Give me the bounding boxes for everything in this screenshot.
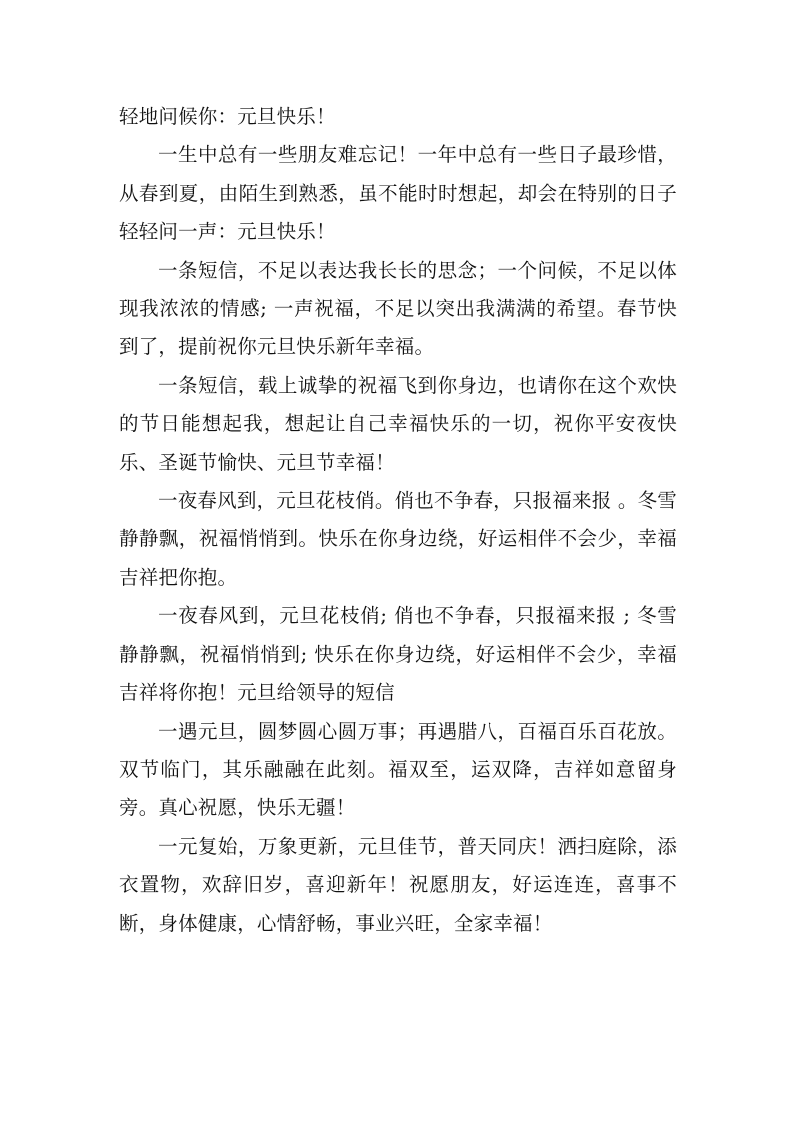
paragraph: 一元复始，万象更新，元旦佳节，普天同庆！洒扫庭除，添衣置物，欢辞旧岁，喜迎新年！祝愿朋友，好运连连，喜事不断，身体健康，心情舒畅，事业兴旺，全家幸福！ [119,834,677,935]
document-body [119,98,677,943]
paragraph: 一条短信，不足以表达我长长的思念；一个问候，不足以体现我浓浓的情感; 一声祝福，不足以突出我满满的希望。春节快到了，提前祝你元旦快乐新年幸福。 [119,258,677,359]
paragraph: 一条短信，载上诚挚的祝福飞到你身边，也请你在这个欢快的节日能想起我，想起让自己幸福快乐的一切，祝你平安夜快乐、圣诞节愉快、元旦节幸福！ [119,373,677,474]
paragraph: 一夜春风到，元旦花枝俏。俏也不争春，只报福来报 。冬雪静静飘，祝福悄悄到。快乐在你身边绕，好运相伴不会少，幸福吉祥把你抱。 [119,489,677,589]
paragraph: 一生中总有一些朋友难忘记！一年中总有一些日子最珍惜，从春到夏，由陌生到熟悉，虽不能时时想起，却会在特别的日子轻轻问一声：元旦快乐！ [119,143,677,244]
paragraph: 一遇元旦，圆梦圆心圆万事；再遇腊八，百福百乐百花放。双节临门，其乐融融在此刻。福双至，运双降，吉祥如意留身旁。真心祝愿，快乐无疆！ [119,719,677,820]
paragraph: 一夜春风到，元旦花枝俏; 俏也不争春，只报福来报 ; 冬雪静静飘，祝福悄悄到; 快乐在你身边绕，好运相伴不会少，幸福吉祥将你抱！元旦给领导的短信 [119,604,677,705]
paragraph-continued: 轻地问候你：元旦快乐！ [119,105,336,128]
